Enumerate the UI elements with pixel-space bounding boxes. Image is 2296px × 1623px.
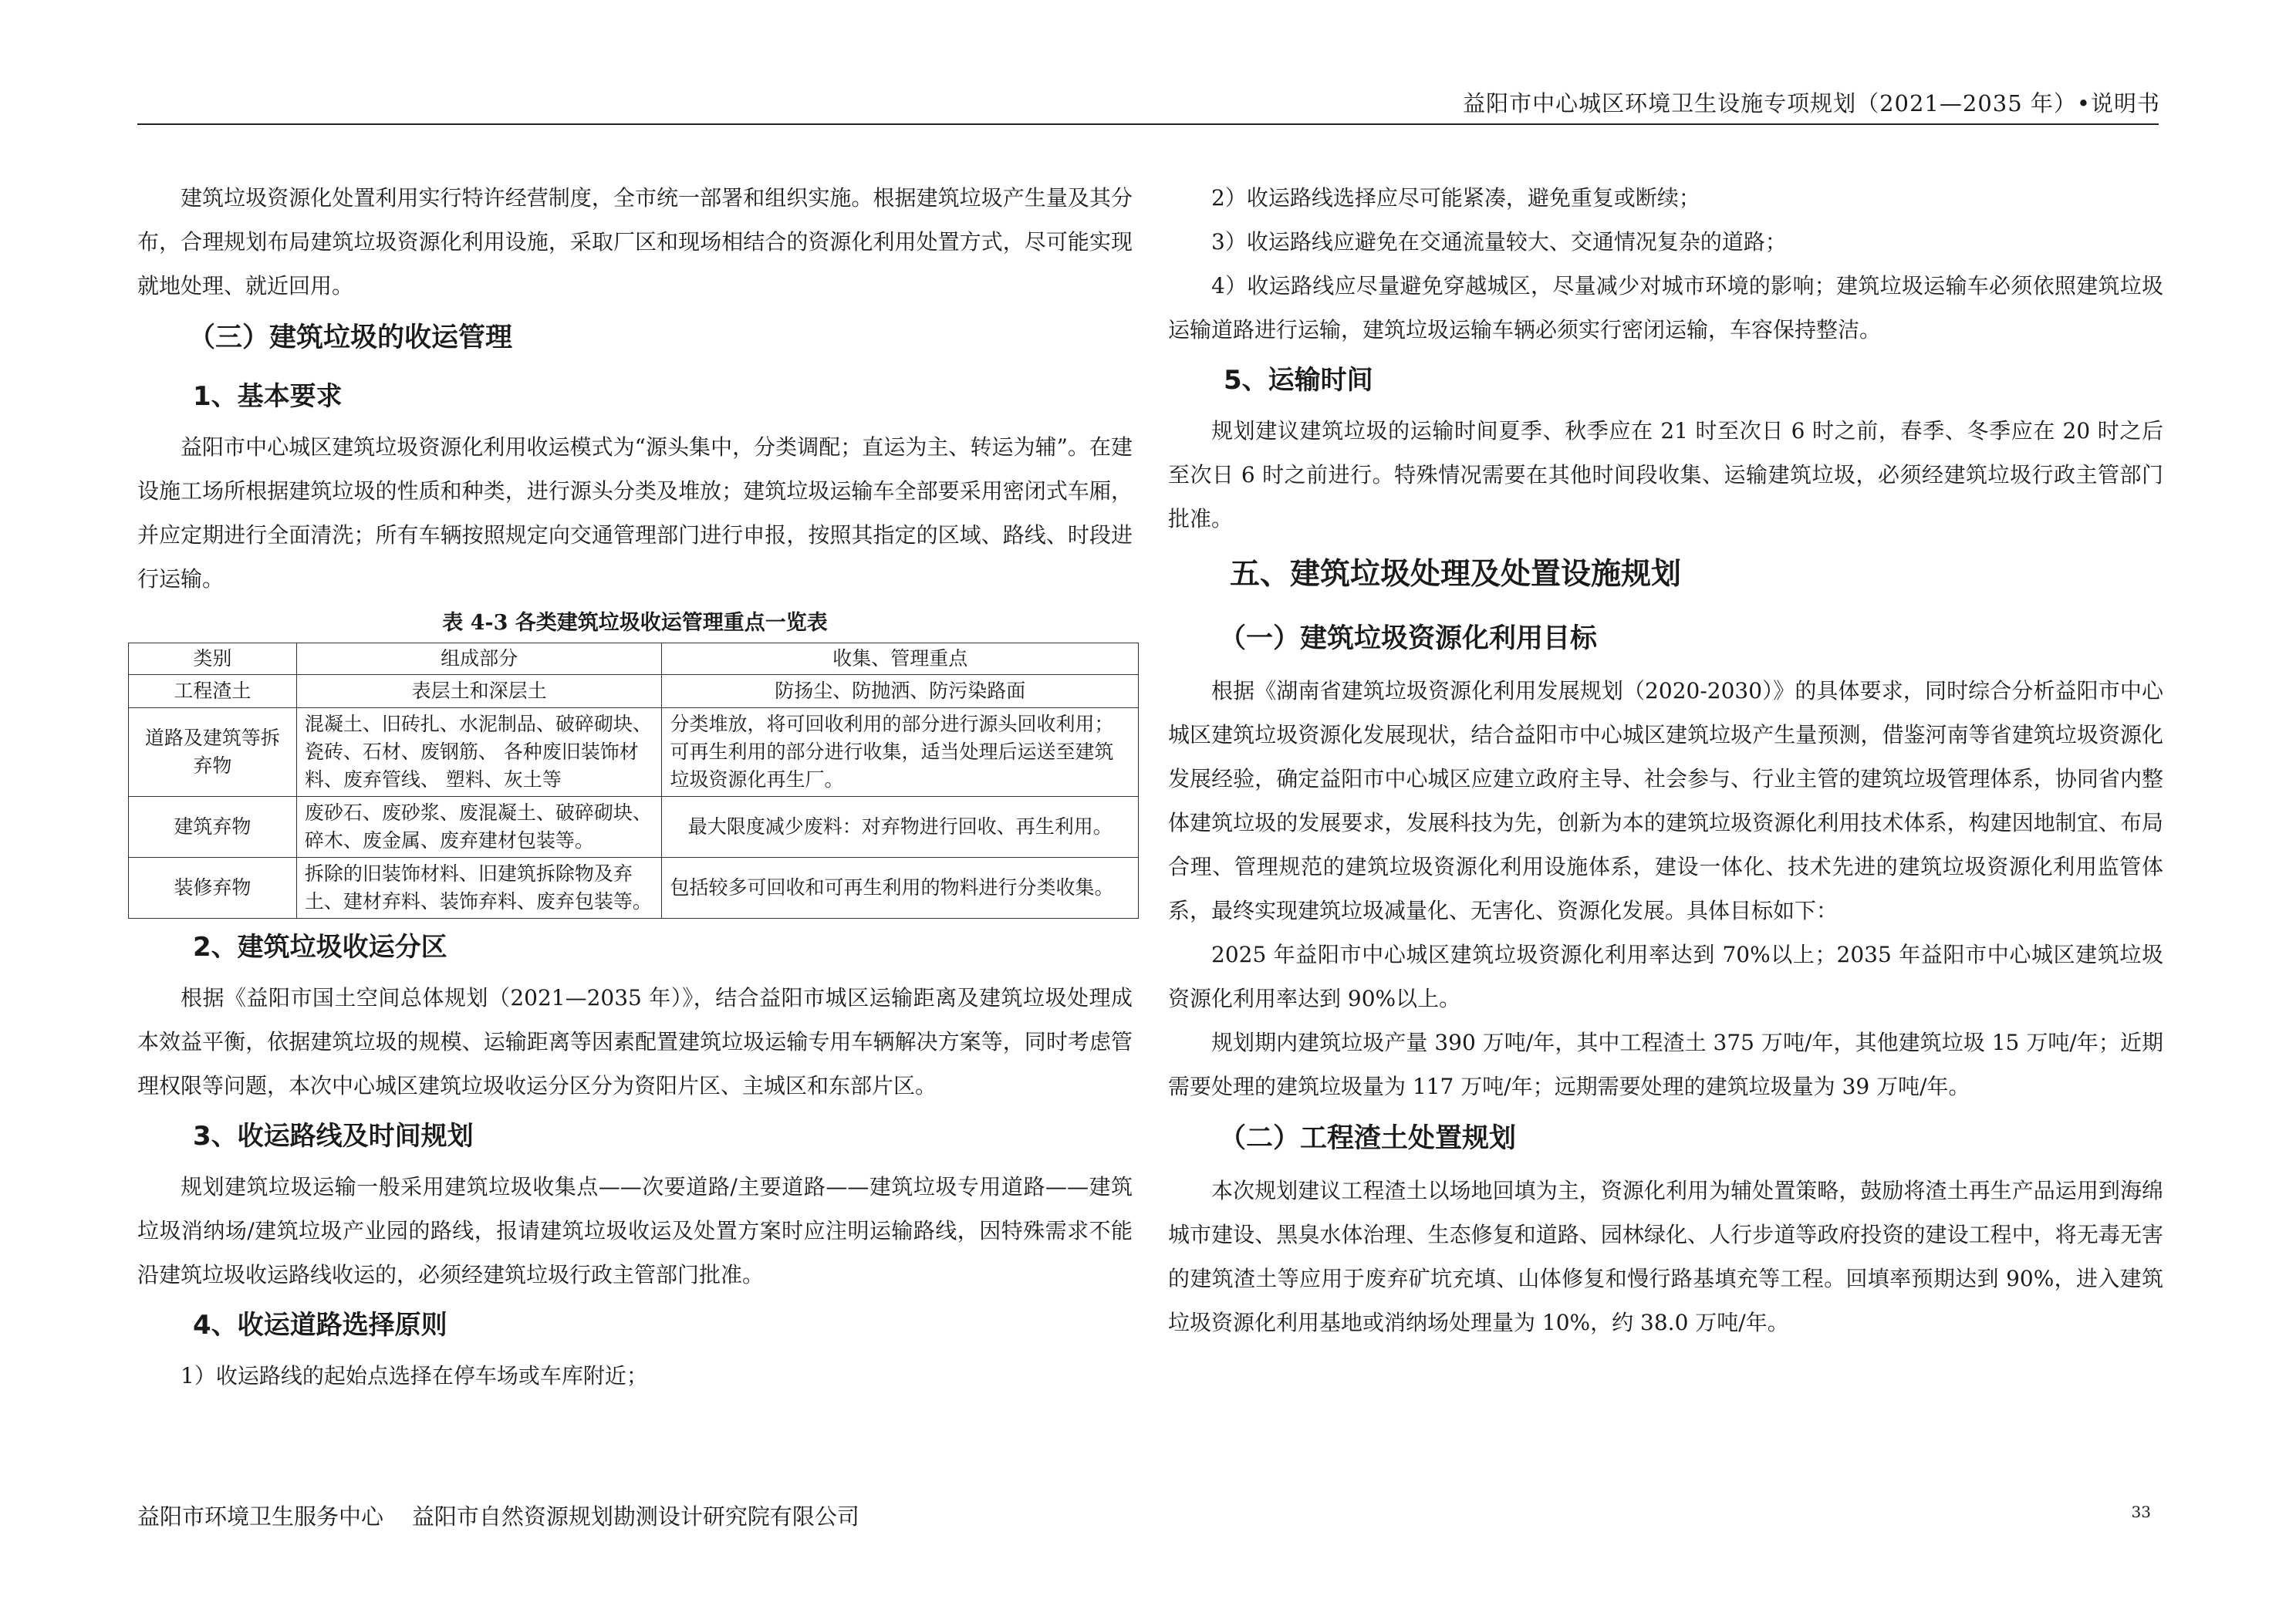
table-cell: 表层土和深层土: [296, 675, 662, 708]
paragraph: 规划期内建筑垃圾产量 390 万吨/年，其中工程渣土 375 万吨/年，其他建筑垃圾 15 万吨/年；近期需要处理的建筑垃圾量为 117 万吨/年；远期需要处理的建筑垃圾量为 39 万吨/年。: [1168, 1030, 2163, 1099]
table-title: 表 4-3 各类建筑垃圾收运管理重点一览表: [442, 611, 828, 635]
table-header-cell: 类别: [129, 643, 297, 675]
table-cell: 包括较多可回收和可再生利用的物料进行分类收集。: [662, 858, 1139, 919]
paragraph: 益阳市中心城区建筑垃圾资源化利用收运模式为“源头集中，分类调配；直运为主、转运为辅”。在建设施工场所根据建筑垃圾的性质和种类，进行源头分类及堆放；建筑垃圾运输车全部要采用密闭式车厢，并应定期进行全面清洗；所有车辆按照规定向交通管理部门进行申报，按照其指定的区域、路线、时段进行运输。: [137, 434, 1133, 592]
paragraph: 规划建筑垃圾运输一般采用建筑垃圾收集点——次要道路/主要道路——建筑垃圾专用道路——建筑垃圾消纳场/建筑垃圾产业园的路线，报请建筑垃圾收运及处置方案时应注明运输路线，因特殊需求不能沿建筑垃圾收运路线收运的，必须经建筑垃圾行政主管部门批准。: [137, 1174, 1133, 1287]
list-item: 4）收运路线应尽量避免穿越城区，尽量减少对城市环境的影响；建筑垃圾运输车必须依照建筑垃圾运输道路进行运输，建筑垃圾运输车辆必须实行密闭运输，车容保持整洁。: [1168, 273, 2163, 342]
subsection-heading: 4、收运道路选择原则: [193, 1310, 447, 1341]
table-header-row: [129, 643, 1139, 675]
table-cell: 道路及建筑等拆弃物: [129, 708, 297, 797]
table-row: [129, 858, 1139, 919]
list-item: 1）收运路线的起始点选择在停车场或车库附近；: [181, 1363, 648, 1388]
footer-organizations: 益阳市环境卫生服务中心 益阳市自然资源规划勘测设计研究院有限公司: [137, 1503, 859, 1530]
subsection-heading: 1、基本要求: [193, 381, 343, 412]
section-heading: （二）工程渣土处置规划: [1219, 1123, 1517, 1154]
page-number: 33: [2131, 1503, 2151, 1521]
right-column: [1168, 176, 2163, 1345]
subsection-heading: 5、运输时间: [1224, 365, 1373, 396]
chapter-heading: 五、建筑垃圾处理及处置设施规划: [1230, 557, 1682, 592]
collection-table: [128, 643, 1139, 919]
header-rule: [137, 123, 2159, 125]
page-header: 益阳市中心城区环境卫生设施专项规划（2021—2035 年）•说明书: [1463, 90, 2160, 116]
subsection-heading: 3、收运路线及时间规划: [193, 1121, 474, 1152]
table-cell: 建筑弃物: [129, 797, 297, 858]
paragraph: 根据《益阳市国土空间总体规划（2021—2035 年）》，结合益阳市城区运输距离及建筑垃圾处理成本效益平衡，依据建筑垃圾的规模、运输距离等因素配置建筑垃圾运输专用车辆解决方案等，同时考虑管理权限等问题，本次中心城区建筑垃圾收运分区分为资阳片区、主城区和东部片区。: [137, 985, 1133, 1098]
table-row: [129, 708, 1139, 797]
section-heading: （三）建筑垃圾的收运管理: [188, 322, 513, 353]
table-cell: 废砂石、废砂浆、废混凝土、破碎砌块、碎木、废金属、废弃建材包装等。: [296, 797, 662, 858]
left-column: [137, 176, 1133, 1398]
paragraph: 2025 年益阳市中心城区建筑垃圾资源化利用率达到 70%以上；2035 年益阳市中心城区建筑垃圾资源化利用率达到 90%以上。: [1168, 942, 2163, 1011]
table-cell: 拆除的旧装饰材料、旧建筑拆除物及弃土、建材弃料、装饰弃料、废弃包装等。: [296, 858, 662, 919]
table-cell: 最大限度减少废料：对弃物进行回收、再生利用。: [662, 797, 1139, 858]
paragraph: 规划建议建筑垃圾的运输时间夏季、秋季应在 21 时至次日 6 时之前，春季、冬季应在 20 时之后至次日 6 时之前进行。特殊情况需要在其他时间段收集、运输建筑垃圾，必须经建筑垃圾行政主管部门批准。: [1168, 418, 2163, 531]
table-row: [129, 797, 1139, 858]
section-heading: （一）建筑垃圾资源化利用目标: [1219, 623, 1598, 654]
table-header-cell: 收集、管理重点: [662, 643, 1139, 675]
table-cell: 混凝土、旧砖扎、水泥制品、破碎砌块、瓷砖、石材、废钢筋、 各种废旧装饰材料、废弃管线、 塑料、灰土等: [296, 708, 662, 797]
table-cell: 装修弃物: [129, 858, 297, 919]
subsection-heading: 2、建筑垃圾收运分区: [193, 932, 447, 963]
table-cell: 分类堆放，将可回收利用的部分进行源头回收利用；可再生利用的部分进行收集，适当处理后运送至建筑垃圾资源化再生厂。: [662, 708, 1139, 797]
paragraph: 本次规划建议工程渣土以场地回填为主，资源化利用为辅处置策略，鼓励将渣土再生产品运用到海绵城市建设、黑臭水体治理、生态修复和道路、园林绿化、人行步道等政府投资的建设工程中，将无毒无害的建筑渣土等应用于废弃矿坑充填、山体修复和慢行路基填充等工程。回填率预期达到 90%，进入建筑垃圾资源化利用基地或消纳场处理量为 10%，约 38.0 万吨/年。: [1168, 1178, 2163, 1335]
table-cell: 防扬尘、防抛洒、防污染路面: [662, 675, 1139, 708]
table-row: [129, 675, 1139, 708]
paragraph: 根据《湖南省建筑垃圾资源化利用发展规划（2020-2030）》的具体要求，同时综合分析益阳市中心城区建筑垃圾资源化发展现状，结合益阳市中心城区建筑垃圾产生量预测，借鉴河南等省建筑垃圾资源化发展经验，确定益阳市中心城区应建立政府主导、社会参与、行业主管的建筑垃圾管理体系，协同省内整体建筑垃圾的发展要求，发展科技为先，创新为本的建筑垃圾资源化利用技术体系，构建因地制宜、布局合理、管理规范的建筑垃圾资源化利用设施体系，建设一体化、技术先进的建筑垃圾资源化利用监管体系，最终实现建筑垃圾减量化、无害化、资源化发展。具体目标如下：: [1168, 678, 2163, 923]
list-item: 2）收运路线选择应尽可能紧凑，避免重复或断续；: [1211, 185, 1700, 211]
paragraph: 建筑垃圾资源化处置利用实行特许经营制度，全市统一部署和组织实施。根据建筑垃圾产生量及其分布，合理规划布局建筑垃圾资源化利用设施，采取厂区和现场相结合的资源化利用处置方式，尽可能实现就地处理、就近回用。: [137, 185, 1133, 299]
table-header-cell: 组成部分: [296, 643, 662, 675]
list-item: 3）收运路线应避免在交通流量较大、交通情况复杂的道路；: [1211, 229, 1787, 255]
table-cell: 工程渣土: [129, 675, 297, 708]
